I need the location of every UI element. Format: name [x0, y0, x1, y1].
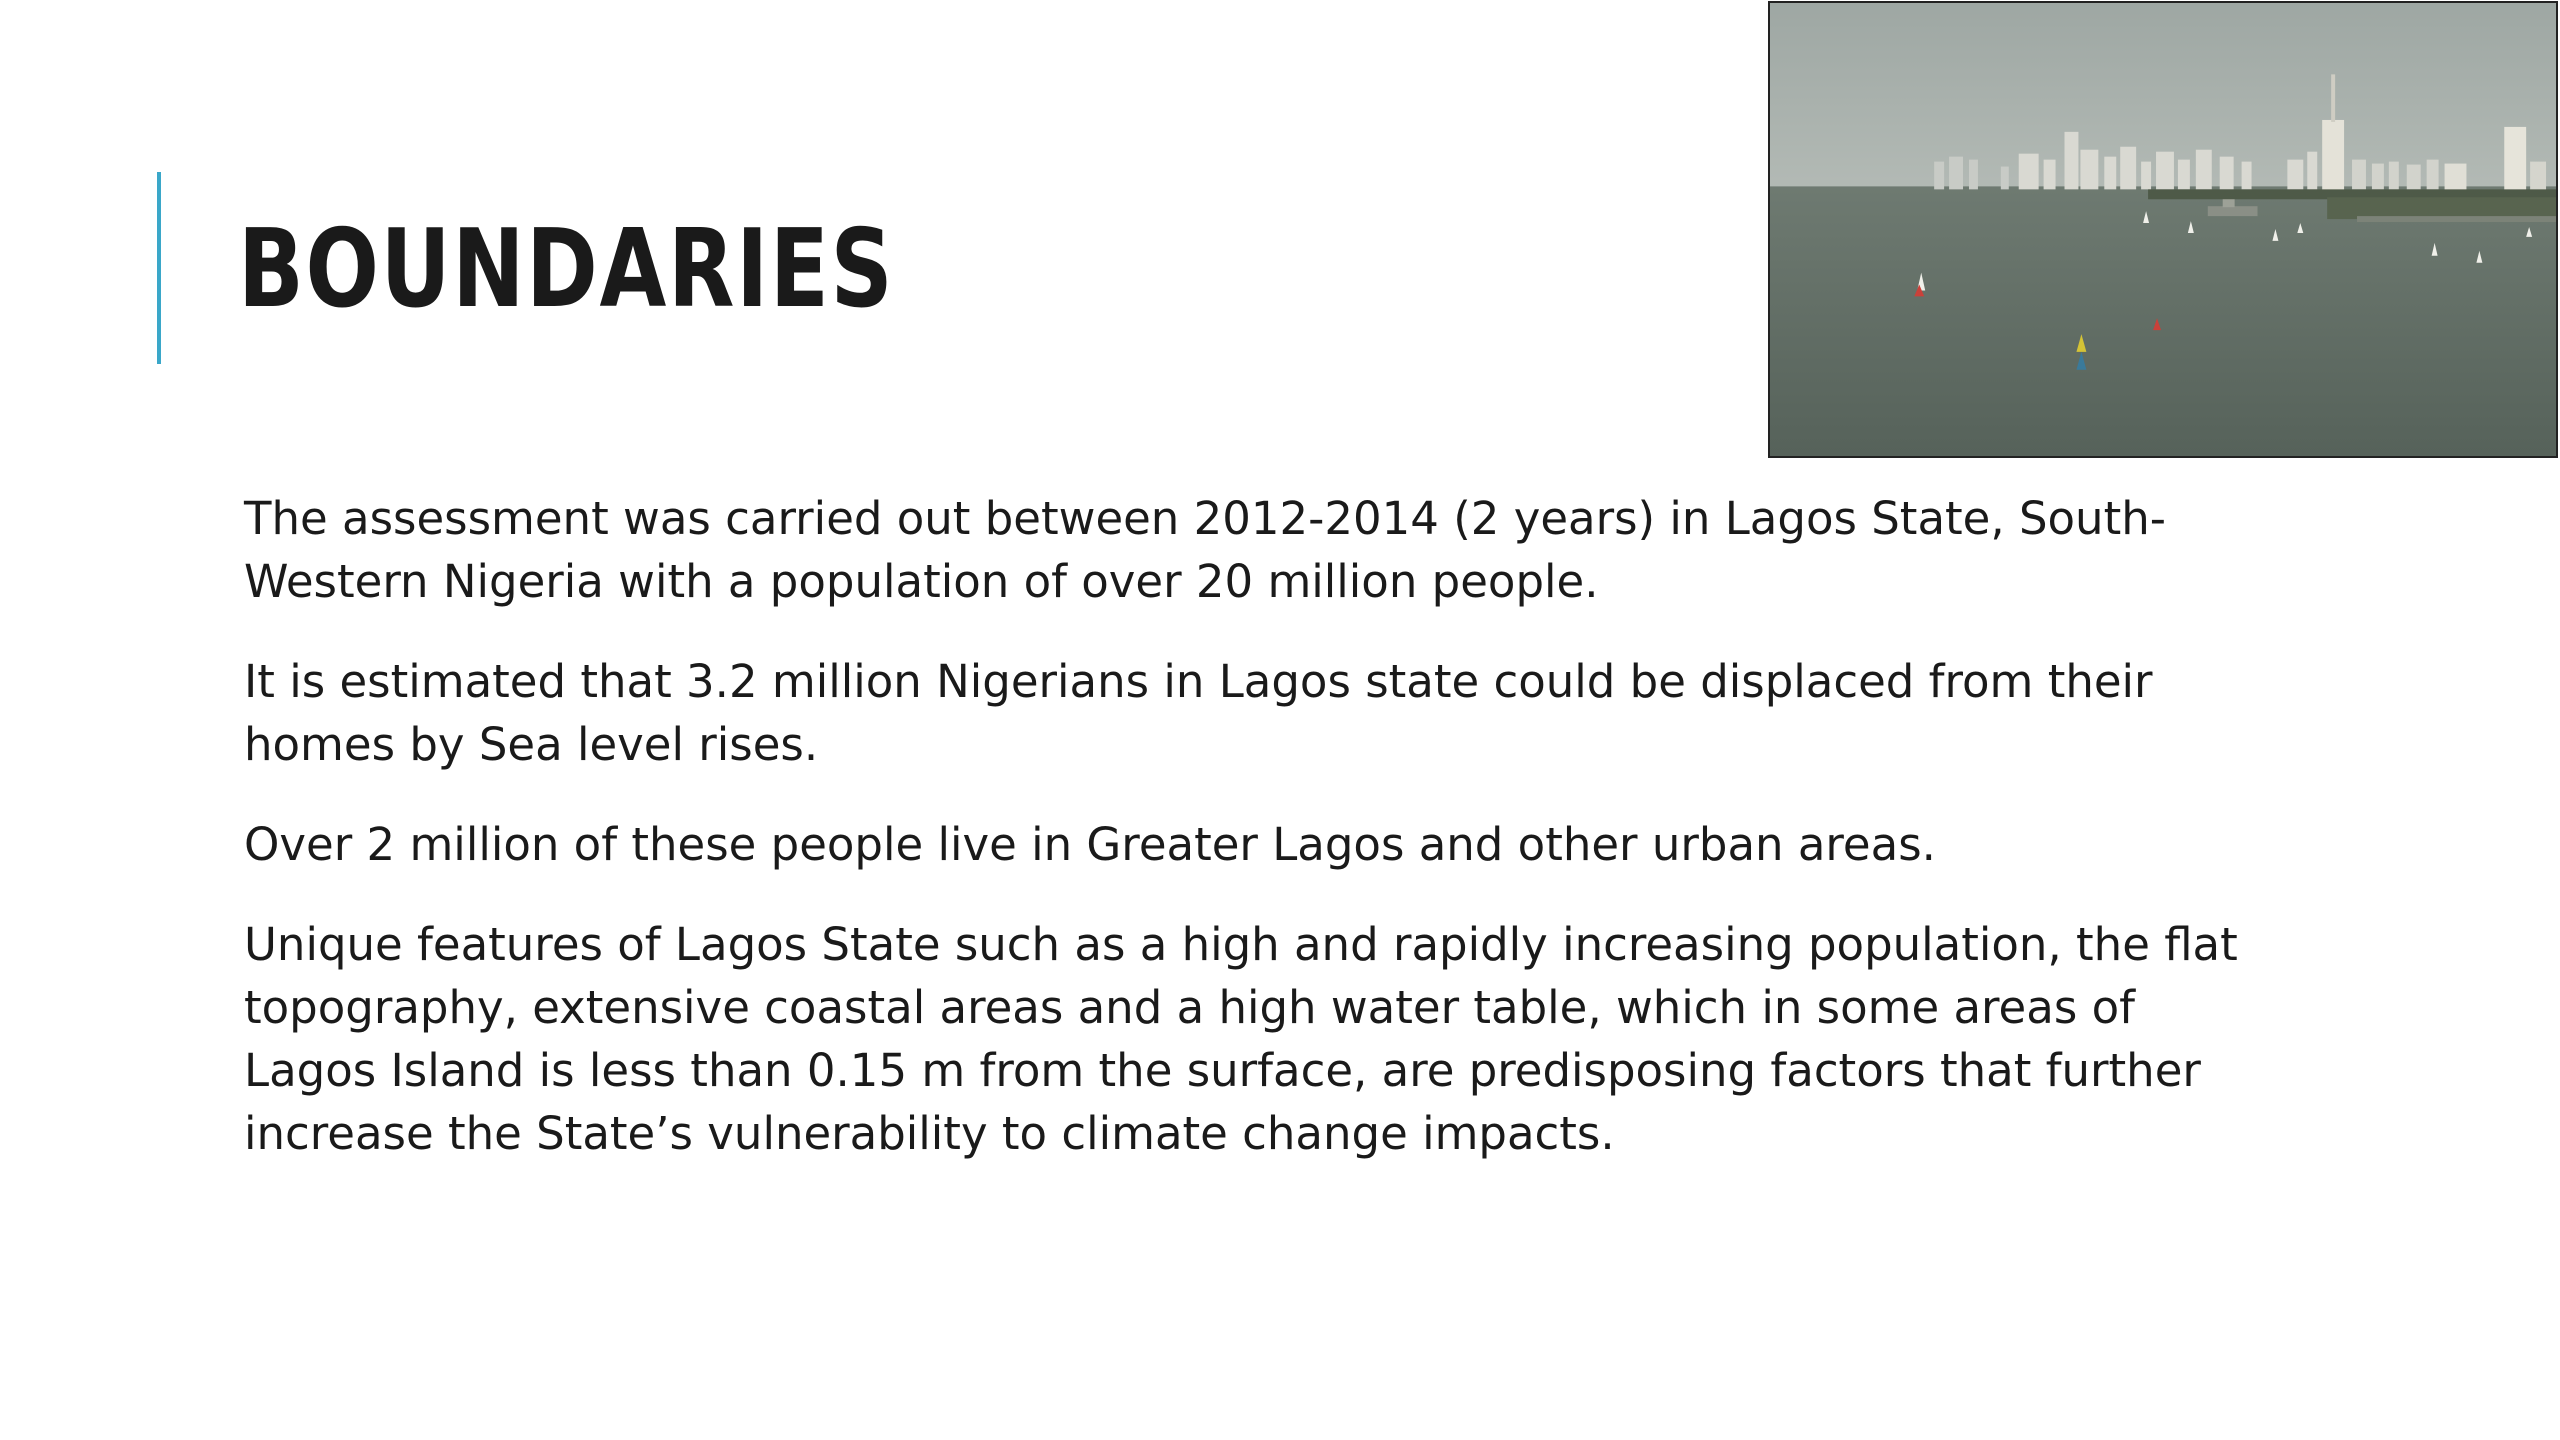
paragraph-displacement: It is estimated that 3.2 million Nigerians in Lagos state could be displaced from their homes by Sea level rises. — [244, 655, 2153, 771]
paragraph-greater-lagos: Over 2 million of these people live in Greater Lagos and other urban areas. — [244, 818, 1936, 871]
lagos-skyline-image — [1770, 3, 2556, 456]
paragraph-unique-features: Unique features of Lagos State such as a high and rapidly increasing population, the flat topography, extensive coastal areas and a high water table, which in some areas of Lagos Island is less than 0.15 m from the surface, are predisposing factors that further increase the State’s vulnerability to climate change impacts. — [244, 918, 2238, 1160]
lagos-skyline-photo — [1768, 1, 2558, 458]
paragraph-assessment: The assessment was carried out between 2012-2014 (2 years) in Lagos State, South-Western Nigeria with a population of over 20 million people. — [244, 492, 2166, 608]
slide-title: BOUNDARIES — [238, 207, 895, 332]
title-accent-bar — [157, 172, 161, 364]
slide-body — [244, 487, 2254, 1202]
